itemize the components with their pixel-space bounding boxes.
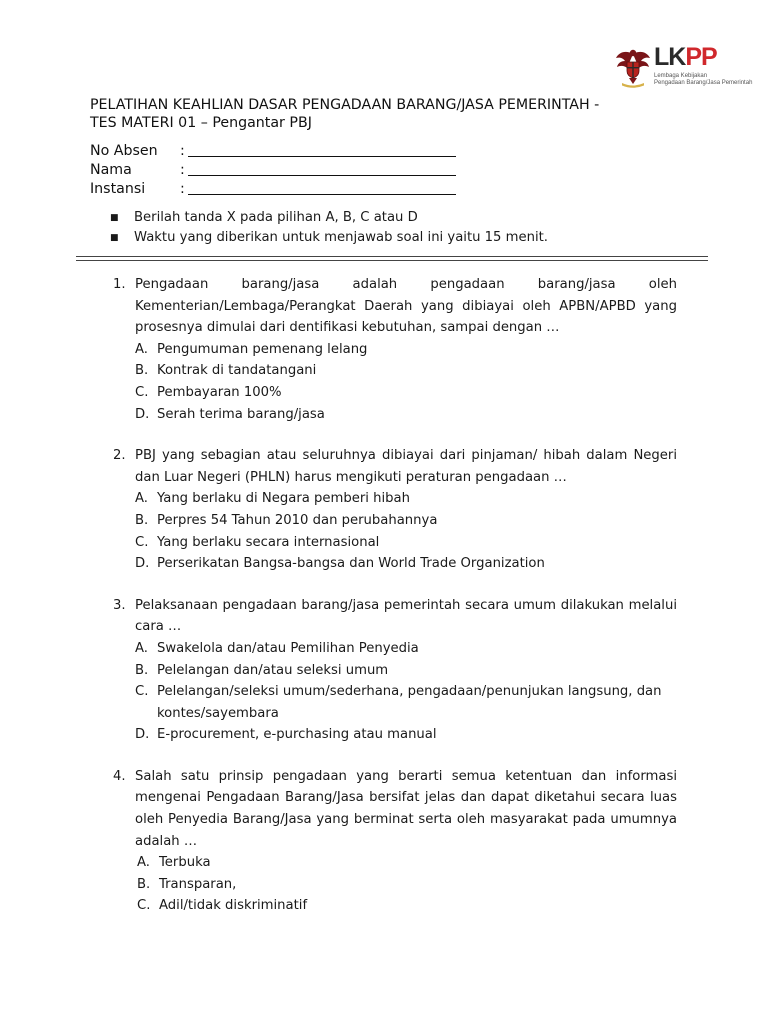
option-letter: B.: [135, 363, 149, 379]
option-a[interactable]: [135, 852, 677, 874]
option-a[interactable]: [135, 638, 677, 660]
option-c[interactable]: [135, 532, 677, 554]
option-b[interactable]: [135, 874, 677, 896]
option-a[interactable]: [135, 488, 677, 510]
option-letter: D.: [135, 406, 150, 422]
title-line2: TES MATERI 01 – Pengantar PBJ: [90, 115, 312, 131]
section-divider: [76, 256, 708, 261]
square-bullet-icon: ■: [110, 213, 119, 223]
option-letter: C.: [135, 534, 149, 550]
option-c[interactable]: [135, 382, 677, 404]
field-label: No Absen: [90, 143, 158, 159]
option-text: Transparan,: [159, 876, 237, 892]
nama-blank[interactable]: [188, 161, 456, 176]
field-colon: :: [180, 181, 185, 197]
field-colon: :: [180, 143, 185, 159]
option-d[interactable]: [135, 724, 677, 746]
option-text: E-procurement, e-purchasing atau manual: [157, 727, 437, 743]
option-text: Terbuka: [159, 855, 211, 871]
option-b[interactable]: [135, 360, 677, 382]
option-text: Perserikatan Bangsa-bangsa dan World Trade Organization: [157, 556, 545, 572]
question-text: Pengadaan barang/jasa adalah pengadaan barang/jasa oleh Kementerian/Lembaga/Perangkat Daerah yang dibiayai oleh APBN/APBD yang prosesnya dimulai dari dentifikasi kebutuhan, sampai dengan …: [135, 277, 677, 336]
option-letter: B.: [135, 512, 149, 528]
option-text: Pelelangan dan/atau seleksi umum: [157, 662, 389, 678]
option-b[interactable]: [135, 660, 677, 682]
field-nama: [90, 161, 456, 180]
participant-fields: [90, 142, 456, 199]
question-number: 1.: [113, 277, 126, 292]
question-text: Salah satu prinsip pengadaan yang berarti semua ketentuan dan informasi mengenai Pengadaan Barang/Jasa bersifat jelas dan dapat diketahui secara luas oleh Penyedia Barang/Jasa yang berminat serta oleh masyarakat pada umumnya adalah …: [135, 768, 677, 849]
instruction-item: [110, 228, 548, 248]
question-1: [113, 274, 677, 425]
option-d[interactable]: [135, 553, 677, 575]
document-title: [90, 96, 599, 132]
option-letter: A.: [135, 341, 148, 357]
option-b[interactable]: [135, 510, 677, 532]
option-letter: C.: [135, 384, 149, 400]
garuda-emblem-icon: [614, 46, 652, 88]
question-3: [113, 595, 677, 746]
option-text: Adil/tidak diskriminatif: [159, 898, 308, 914]
instructions: [110, 208, 548, 248]
field-colon: :: [180, 162, 185, 178]
option-letter: D.: [135, 556, 150, 572]
option-letter: B.: [135, 662, 149, 678]
option-letter: A.: [135, 491, 148, 507]
option-c[interactable]: [135, 681, 677, 724]
option-text: Swakelola dan/atau Pemilihan Penyedia: [157, 640, 419, 656]
option-text: Pengumuman pemenang lelang: [157, 341, 368, 357]
logo-wordmark: LKPP: [654, 43, 717, 71]
logo-subtitle-line1: Lembaga Kebijakan: [654, 73, 708, 79]
instruction-text: Waktu yang diberikan untuk menjawab soal ini yaitu 15 menit.: [134, 230, 548, 245]
question-4: [113, 766, 677, 917]
field-label: Instansi: [90, 181, 146, 197]
field-no-absen: [90, 142, 456, 161]
instansi-blank[interactable]: [188, 180, 456, 195]
question-list: [113, 274, 677, 937]
question-number: 2.: [113, 448, 126, 464]
option-text: Yang berlaku secara internasional: [157, 534, 380, 550]
no-absen-blank[interactable]: [188, 142, 456, 157]
instruction-item: [110, 208, 548, 228]
option-c[interactable]: [135, 895, 677, 917]
question-text: PBJ yang sebagian atau seluruhnya dibiayai dari pinjaman/ hibah dalam Negeri dan Luar Negeri (PHLN) harus mengikuti peraturan pengadaan …: [135, 448, 677, 485]
option-text: Pelelangan/seleksi umum/sederhana, pengadaan/penunjukan langsung, dan kontes/sayembara: [157, 684, 662, 721]
option-text: Pembayaran 100%: [157, 384, 282, 400]
option-letter: A.: [137, 855, 150, 871]
option-text: Yang berlaku di Negara pemberi hibah: [157, 491, 410, 507]
option-letter: A.: [135, 640, 148, 656]
option-text: Kontrak di tandatangani: [157, 363, 317, 379]
question-2: [113, 445, 677, 575]
field-instansi: [90, 180, 456, 199]
option-letter: C.: [135, 684, 149, 700]
lkpp-logo: [614, 43, 760, 90]
option-text: Perpres 54 Tahun 2010 dan perubahannya: [157, 512, 438, 528]
field-label: Nama: [90, 162, 132, 178]
instruction-text: Berilah tanda X pada pilihan A, B, C atau D: [134, 210, 418, 225]
title-line1: PELATIHAN KEAHLIAN DASAR PENGADAAN BARANG/JASA PEMERINTAH -: [90, 97, 600, 113]
question-number: 3.: [113, 597, 126, 613]
option-letter: D.: [135, 727, 150, 743]
option-a[interactable]: [135, 339, 677, 361]
option-letter: C.: [137, 898, 151, 914]
square-bullet-icon: ■: [110, 233, 119, 243]
option-d[interactable]: [135, 404, 677, 426]
question-text: Pelaksanaan pengadaan barang/jasa pemerintah secara umum dilakukan melalui cara …: [135, 597, 677, 635]
question-number: 4.: [113, 768, 126, 784]
option-text: Serah terima barang/jasa: [157, 406, 325, 422]
option-letter: B.: [137, 876, 151, 892]
logo-subtitle-line2: Pengadaan Barang/Jasa Pemerintah: [654, 80, 753, 86]
